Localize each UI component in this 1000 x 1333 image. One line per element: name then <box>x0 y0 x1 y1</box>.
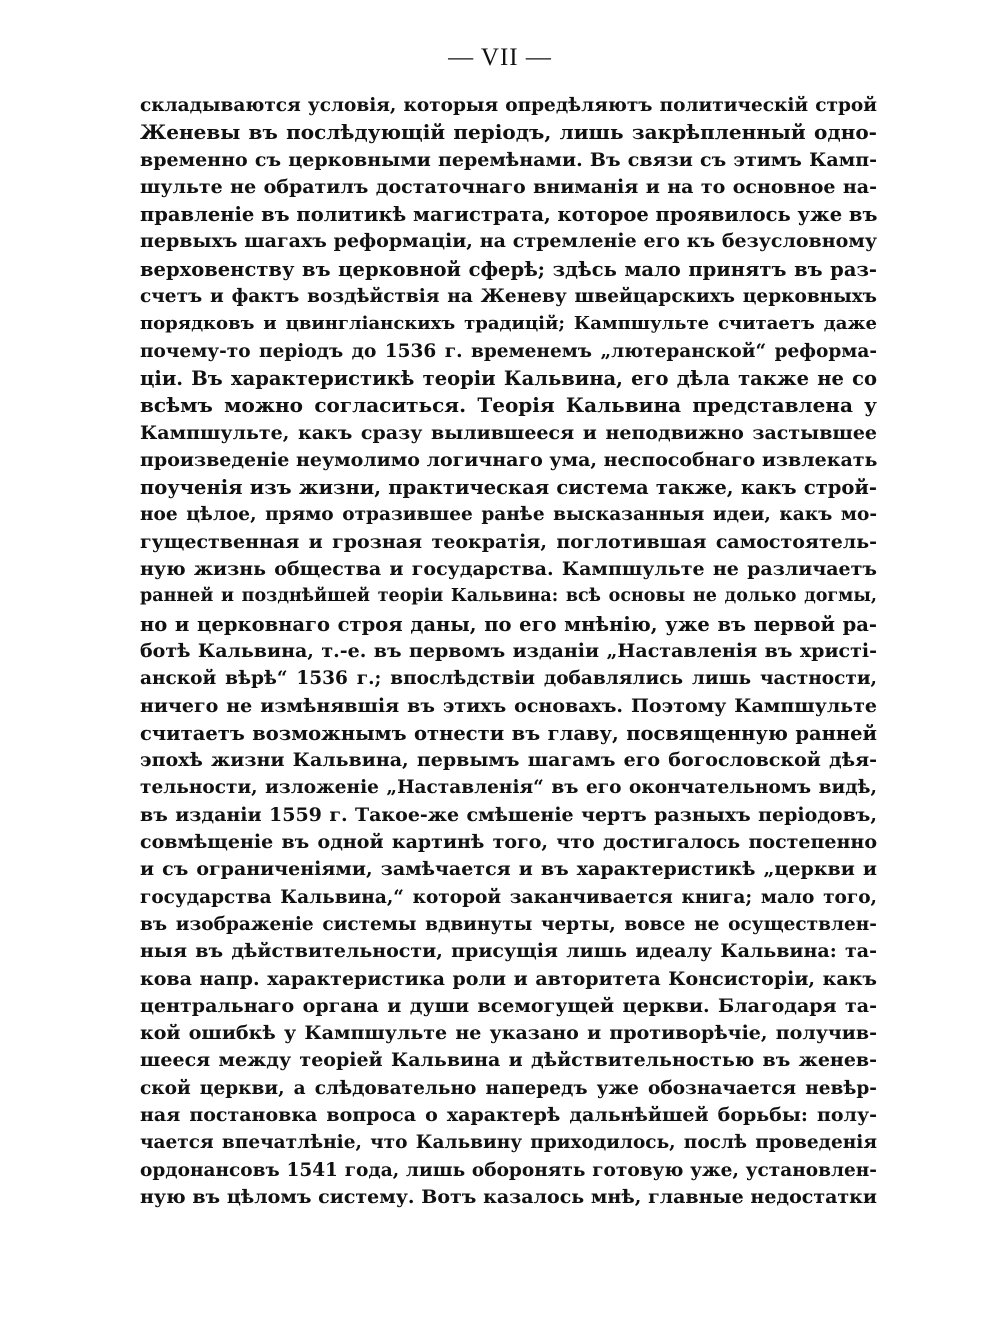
text-line: ную жизнь общества и государства. Кампшульте не различаетъ <box>140 558 877 581</box>
text-line: ботѣ Кальвина, т.-е. въ первомъ изданіи „Наставленія въ христі- <box>140 639 877 662</box>
text-line: правленіе въ политикѣ магистрата, которое проявилось уже въ <box>140 203 877 227</box>
text-line: ная постановка вопроса о характерѣ дальнѣйшей борьбы: полу- <box>140 1103 877 1126</box>
text-line: ской церкви, а слѣдовательно напередъ уже обозначается невѣр- <box>140 1077 877 1099</box>
text-line: счетъ и фактъ воздѣйствія на Женеву швейцарскихъ церковныхъ <box>140 286 877 308</box>
text-line: чается впечатлѣніе, что Кальвину приходилось, послѣ проведенія <box>140 1132 877 1154</box>
text-line: но и церковнаго строя даны, по его мнѣнію, уже въ первой ра- <box>140 612 877 636</box>
text-line: ничего не измѣнявшія въ этихъ основахъ. Поэтому Кампшульте <box>140 694 877 717</box>
text-line: ныя въ дѣйствительности, присущія лишь идеалу Кальвина: та- <box>140 940 877 963</box>
text-line: анской вѣрѣ“ 1536 г.; впослѣдствіи добавлялись лишь частности, <box>140 668 877 690</box>
text-line: ную въ цѣломъ систему. Вотъ казалось мнѣ, главные недостатки <box>140 1185 877 1208</box>
text-line: складываются условія, которыя опредѣляютъ политическій строй <box>140 95 877 116</box>
text-body <box>140 92 877 1211</box>
text-line: первыхъ шагахъ реформаціи, на стремленіе его къ безусловному <box>140 230 877 253</box>
text-line: ранней и позднѣйшей теоріи Кальвина: всѣ основы не долько догмы, <box>140 586 877 607</box>
text-line: совмѣщеніе въ одной картинѣ того, что достигалось постепенно <box>140 831 877 854</box>
text-line: ное цѣлое, прямо отразившее ранѣе высказанныя идеи, какъ мо- <box>140 504 877 526</box>
text-line: произведеніе неумолимо логичнаго ума, неспособнаго извлекать <box>140 448 877 471</box>
text-line: въ изданіи 1559 г. Такое-же смѣшеніе чертъ разныхъ періодовъ, <box>140 803 877 826</box>
text-line: считаетъ возможнымъ отнести въ главу, посвященную ранней <box>140 721 877 745</box>
text-line: временно съ церковными перемѣнами. Въ связи съ этимъ Камп- <box>140 148 877 171</box>
text-line: Кампшульте, какъ сразу вылившееся и неподвижно застывшее <box>140 421 877 444</box>
text-line: въ изображеніе системы вдвинуты черты, вовсе не осуществлен- <box>140 913 877 935</box>
text-line: почему-то періодъ до 1536 г. временемъ „лютеранской“ реформа- <box>140 340 877 362</box>
text-line: и съ ограниченіями, замѣчается и въ характеристикѣ „церкви и <box>140 858 877 881</box>
text-line: всѣмъ можно согласиться. Теорія Кальвина представлена у <box>140 393 877 418</box>
text-line: центральнаго органа и души всемогущей церкви. Благодаря та- <box>140 994 877 1017</box>
text-line: государства Кальвина,“ которой заканчивается книга; мало того, <box>140 886 877 908</box>
text-line: поученія изъ жизни, практическая система также, какъ строй- <box>140 476 877 500</box>
text-line: верховенству въ церковной сферѣ; здѣсь мало принятъ въ раз- <box>140 257 877 281</box>
page-number: — VII — <box>448 44 552 71</box>
text-line: ціи. Въ характеристикѣ теоріи Кальвина, его дѣла также не со <box>140 366 877 390</box>
text-line: ордонансовъ 1541 года, лишь оборонять готовую уже, установлен- <box>140 1159 877 1181</box>
text-line: эпохѣ жизни Кальвина, первымъ шагамъ его богословской дѣя- <box>140 749 877 772</box>
text-line: шульте не обратилъ достаточнаго вниманія и на то основное на- <box>140 175 877 198</box>
text-line: шееся между теоріей Кальвина и дѣйствительностью въ женев- <box>140 1049 877 1072</box>
text-line: кой ошибкѣ у Кампшульте не указано и противорѣчіе, получив- <box>140 1022 877 1045</box>
text-line: порядковъ и цвингліанскихъ традицій; Кампшульте считаетъ даже <box>140 313 877 335</box>
text-line: Женевы въ послѣдующій періодъ, лишь закрѣпленный одно- <box>140 120 877 145</box>
text-line: гущественная и грозная теократія, поглотившая самостоятель- <box>140 530 877 553</box>
text-line: тельности, изложеніе „Наставленія“ въ его окончательномъ видѣ, <box>140 777 877 799</box>
text-line: кова напр. характеристика роли и авторитета Консисторіи, какъ <box>140 967 877 990</box>
